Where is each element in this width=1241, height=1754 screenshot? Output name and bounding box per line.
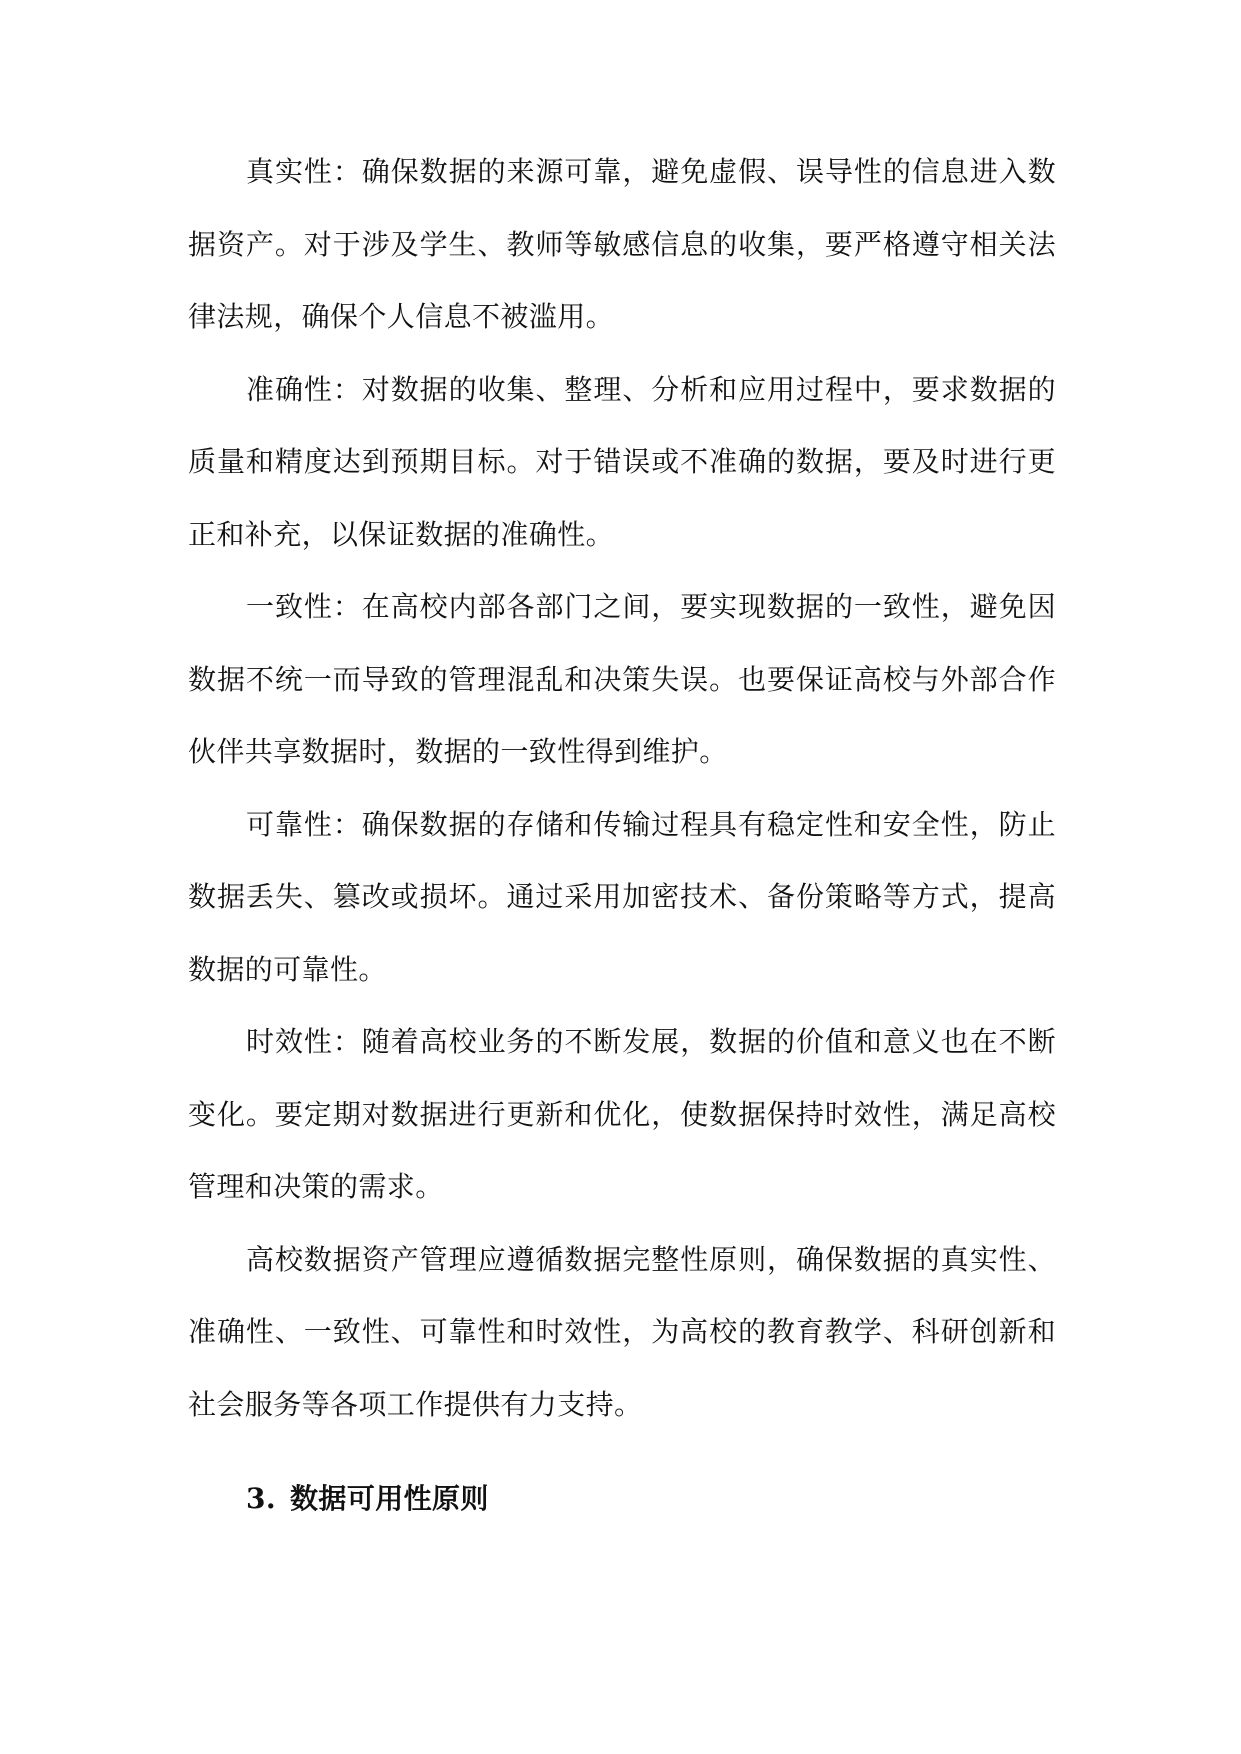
paragraph-accuracy: 准确性：对数据的收集、整理、分析和应用过程中，要求数据的质量和精度达到预期目标。对于错误或不准确的数据，要及时进行更正和补充，以保证数据的准确性。 <box>188 372 1056 551</box>
document-body <box>188 136 1056 1535</box>
section-number: 3. <box>246 1482 277 1515</box>
paragraph-reliability: 可靠性：确保数据的存储和传输过程具有稳定性和安全性，防止数据丢失、篡改或损坏。通过采用加密技术、备份策略等方式，提高数据的可靠性。 <box>188 807 1056 986</box>
paragraph-authenticity: 真实性：确保数据的来源可靠，避免虚假、误导性的信息进入数据资产。对于涉及学生、教师等敏感信息的收集，要严格遵守相关法律法规，确保个人信息不被滥用。 <box>188 155 1056 333</box>
section-heading <box>188 1463 1056 1535</box>
paragraph-consistency: 一致性：在高校内部各部门之间，要实现数据的一致性，避免因数据不统一而导致的管理混乱和决策失误。也要保证高校与外部合作伙伴共享数据时，数据的一致性得到维护。 <box>188 590 1056 768</box>
paragraph-timeliness: 时效性：随着高校业务的不断发展，数据的价值和意义也在不断变化。要定期对数据进行更新和优化，使数据保持时效性，满足高校管理和决策的需求。 <box>188 1025 1056 1203</box>
section-title: 数据可用性原则 <box>290 1482 489 1515</box>
paragraph-summary: 高校数据资产管理应遵循数据完整性原则，确保数据的真实性、准确性、一致性、可靠性和时效性，为高校的教育教学、科研创新和社会服务等各项工作提供有力支持。 <box>188 1242 1056 1421</box>
